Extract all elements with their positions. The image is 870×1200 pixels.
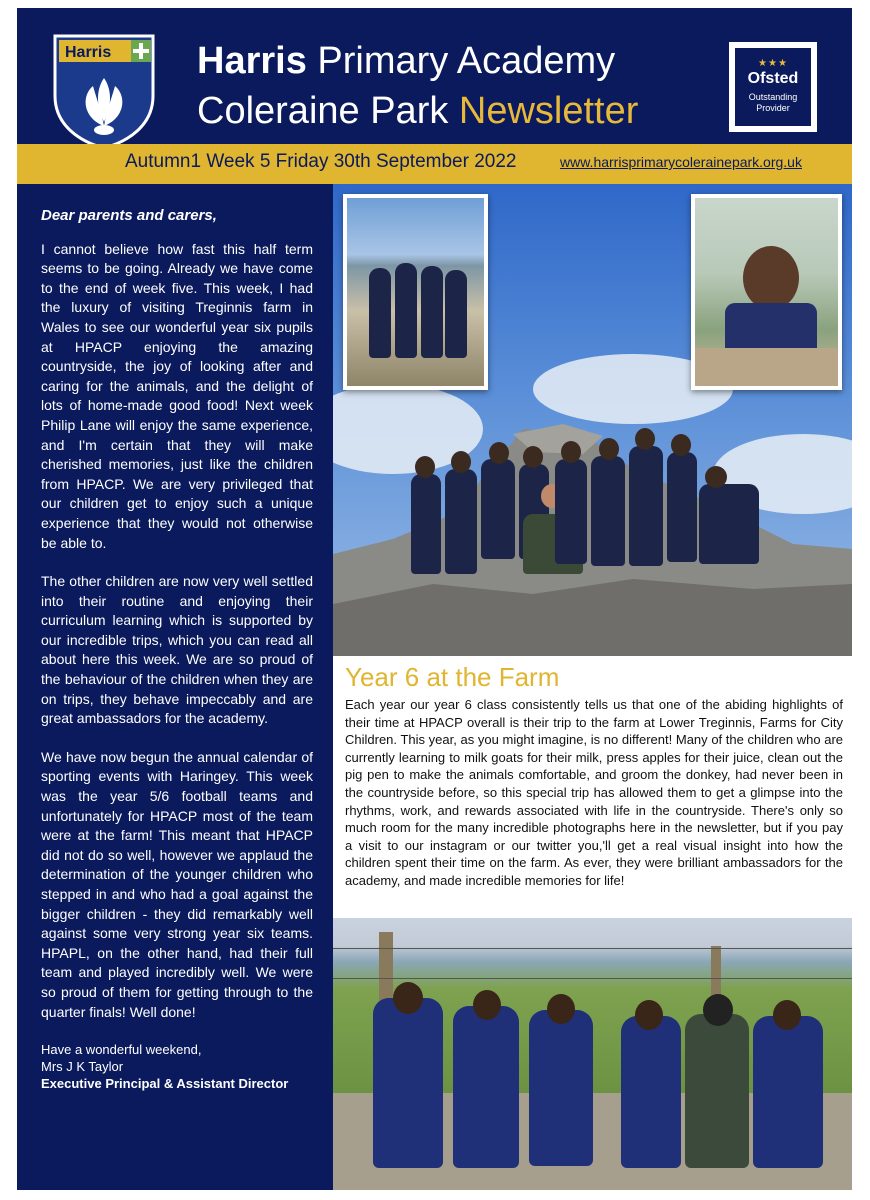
greenhouse-photo [691,194,842,390]
beach-photo [343,194,488,390]
ofsted-brand: Ofsted [747,70,799,87]
article-body: Each year our year 6 class consistently tells us that one of the abiding highlights of their time at HPACP overall is their trip to the farm at Lower Treginnis, Farms for City Children. This year, as you might imagine, is no different! Many of the children who are currently learning to milk goats for their milk, press apples for their juice, clean out the pig pen to make the animals comfortable, and groom the donkey, had never been in the countryside before, so this special trip has allowed them to get a glimpse into the rhythms, work, and rewards associated with life in the countryside. There's only so much room for the many incredible photographs here in the newsletter, but if you pay a visit to our instagram or our twitter you,'ll get a real visual insight into how the children spent their time on the farm. As ever, they were brilliant ambassadors for the academy, and made incredible memories for life! [345,697,843,888]
letter-signature [41,1041,313,1092]
signoff: Have a wonderful weekend, [41,1042,202,1058]
date-strip [17,144,852,184]
ofsted-grade: Outstanding Provider [748,92,798,113]
article-heading: Year 6 at the Farm [345,662,560,692]
school-crest-logo [53,34,155,150]
letter-paragraph: The other children are now very well settled into their routine and enjoying their curriculum learning which is supported by our incredible trips, which you can read all about here this week. We are so proud of the behaviour of the children when they are on trips, they behave impeccably and are great ambassadors for the academy. [41,573,313,727]
farm-article [333,656,852,918]
principal-letter-column [17,184,333,1190]
ofsted-badge [729,42,817,132]
newsletter-header [17,8,852,144]
letter-paragraph: I cannot believe how fast this half term seems to be going. Already we have come to the end of week five. This week, I had the luxury of visiting Treginnis farm in Wales to see our wonderful year six pupils at HPACP enjoying the amazing countryside, the joy of looking after and caring for the animals, and the delight of lots of home-made good food! Next week Philip Lane will enjoy the same experience, and I'm certain that they will make cherished memories, just like the children from HPACP. We are very privileged that our children get to enjoy such a unique experience that they would not otherwise be able to. [41,240,313,551]
newsletter-title-line1: Harris Primary Academy [197,40,616,82]
group-photo-rocks [333,184,852,656]
letter-greeting: Dear parents and carers, [41,207,217,224]
signer-role: Executive Principal & Assistant Director [41,1076,289,1092]
letter-paragraph: We have now begun the annual calendar of sporting events with Haringey. This week was the year 5/6 football teams and unfortunately for HPACP most of the team were at the farm! This meant that HPACP did not do so well, however we applaud the determination of the younger children who stepped in and who had a goal against the bigger children - they did remarkably well against some very strong year six teams. HPAPL, on the other hand, had their full team and played incredibly well. We were so proud of them for getting through to the quarter finals! Well done! [41,748,313,1020]
newsletter-page [17,8,852,1190]
svg-text:Harris: Harris [65,44,112,61]
star-icon: ★★★ [758,58,788,69]
newsletter-title-line2: Coleraine Park Newsletter [197,90,639,132]
signer-name: Mrs J K Taylor [41,1059,124,1075]
group-photo-wall [333,918,852,1190]
school-website-link[interactable]: www.harrisprimarycolerainepark.org.uk [560,154,802,170]
issue-date: Autumn1 Week 5 Friday 30th September 2022 [125,151,517,172]
